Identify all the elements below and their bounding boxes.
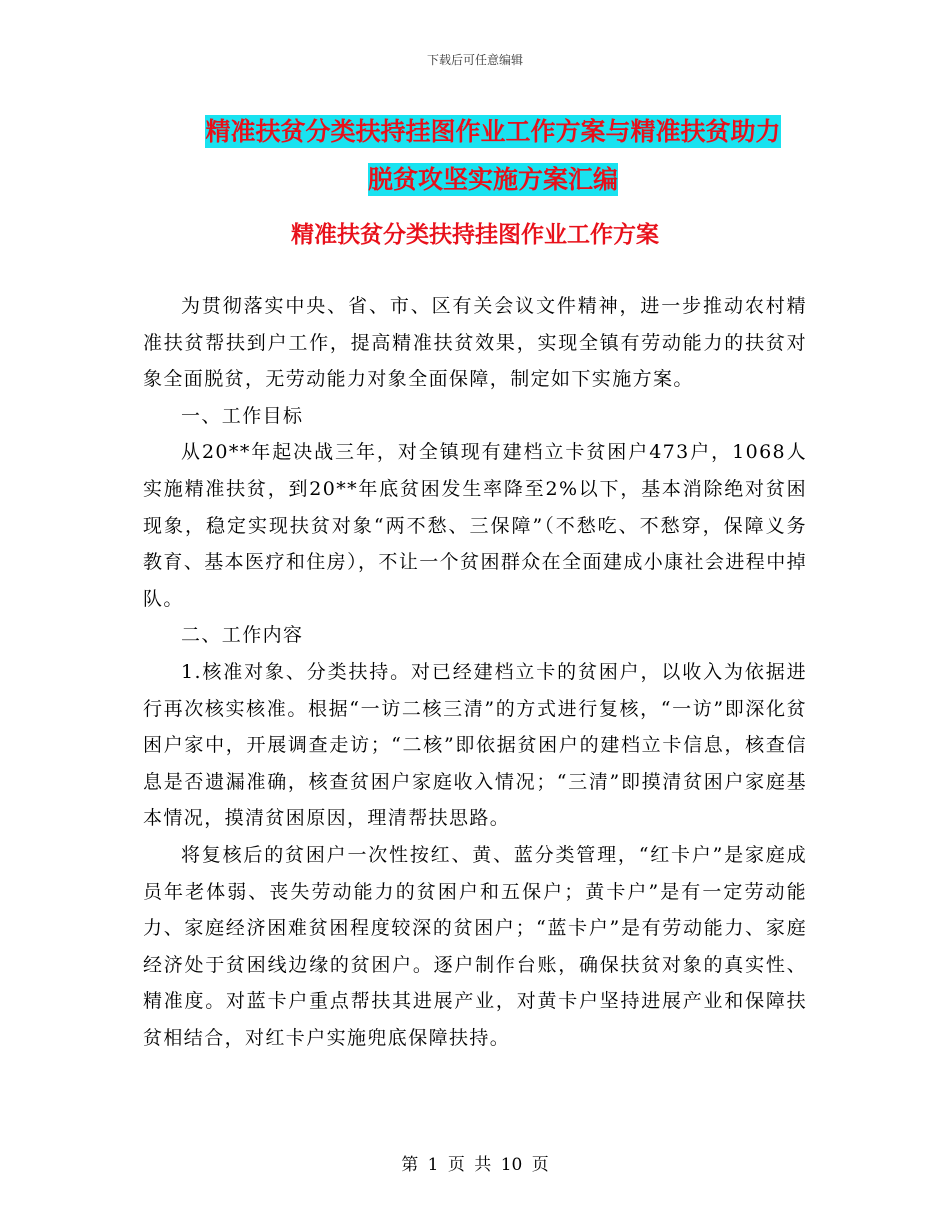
section-title: 精准扶贫分类扶持挂图作业工作方案 xyxy=(291,222,659,248)
document-body xyxy=(143,288,807,1056)
page-number: 第 1 页 共 10 页 xyxy=(401,1155,549,1175)
page-header-note: 下载后可任意编辑 xyxy=(426,53,523,67)
document-title-line-2 xyxy=(143,156,843,204)
title-line-1-text: 精准扶贫分类扶持挂图作业工作方案与精准扶贫助力 xyxy=(205,117,781,146)
goal-paragraph: 从20**年起决战三年，对全镇现有建档立卡贫困户473户，1068人实施精准扶贫，到20**年底贫困发生率降至2%以下，基本消除绝对贫困现象，稳定实现扶贫对象“两不愁、三保障”（不愁吃、不愁穿，保障义务教育、基本医疗和住房），不让一个贫困群众在全面建成小康社会进程中掉队。 xyxy=(143,441,807,610)
document-title xyxy=(143,108,843,204)
title-line-2-text: 脱贫攻坚实施方案汇编 xyxy=(367,165,618,194)
content-paragraph-2: 将复核后的贫困户一次性按红、黄、蓝分类管理，“红卡户”是家庭成员年老体弱、丧失劳动能力的贫困户和五保户；黄卡户”是有一定劳动能力、家庭经济困难贫困程度较深的贫困户；“蓝卡户”是有劳动能力、家庭经济处于贫困线边缘的贫困户。逐户制作台账，确保扶贫对象的真实性、精准度。对蓝卡户重点帮扶其进展产业，对黄卡户坚持进展产业和保障扶贫相结合，对红卡户实施兜底保障扶持。 xyxy=(143,843,807,1049)
content-paragraph-1: 1.核准对象、分类扶持。对已经建档立卡的贫困户，以收入为依据进行再次核实核准。根据“一访二核三清”的方式进行复核，“一访”即深化贫困户家中，开展调查走访；“二核”即依据贫困户的建档立卡信息，核查信息是否遗漏准确，核查贫困户家庭收入情况；“三清”即摸清贫困户家庭基本情况，摸清贫困原因，理清帮扶思路。 xyxy=(143,660,807,830)
document-title-line-1 xyxy=(143,108,843,156)
heading-work-goal: 一、工作目标 xyxy=(181,404,304,427)
heading-work-content: 二、工作内容 xyxy=(181,624,304,647)
intro-paragraph: 为贯彻落实中央、省、市、区有关会议文件精神，进一步推动农村精准扶贫帮扶到户工作，提高精准扶贫效果，实现全镇有劳动能力的扶贫对象全面脱贫，无劳动能力对象全面保障，制定如下实施方案。 xyxy=(143,295,807,391)
